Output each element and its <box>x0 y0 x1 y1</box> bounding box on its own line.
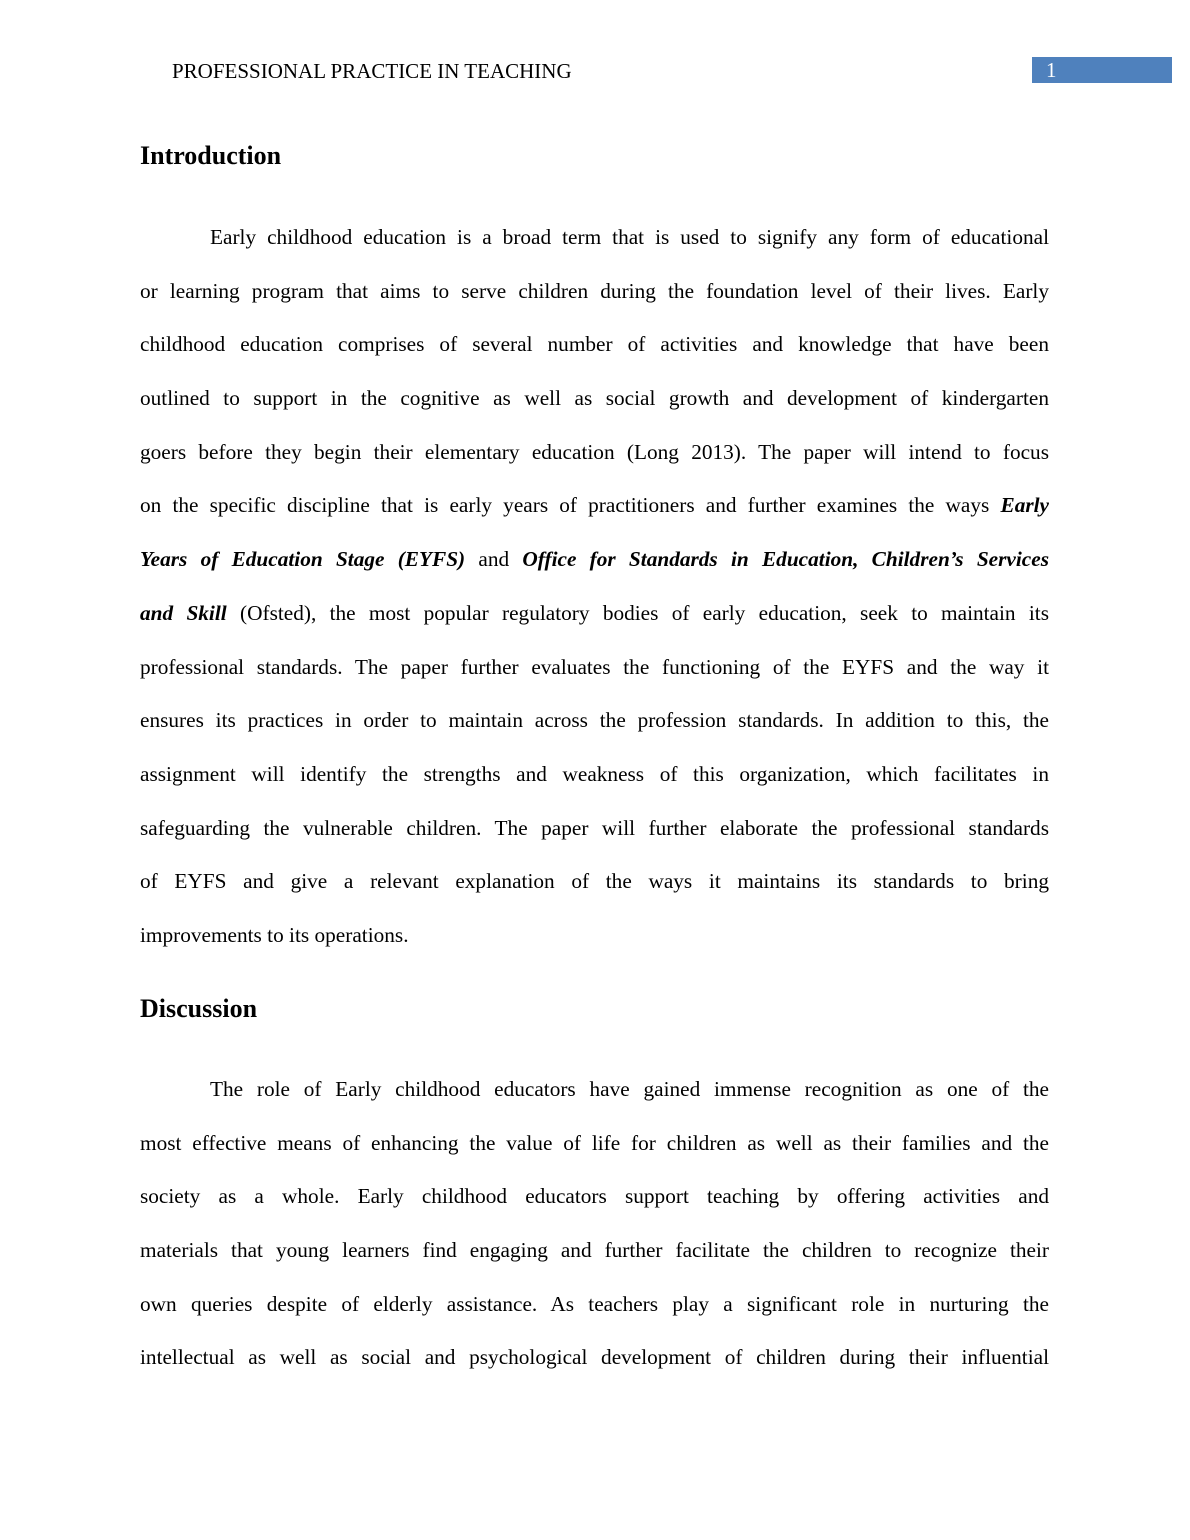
text-run: safeguarding the vulnerable children. The paper will further elaborate the professional standards <box>140 815 1049 840</box>
discussion-paragraph <box>140 1074 1049 1396</box>
text-run: on the specific discipline that is early years of practitioners and further examines the ways <box>140 493 1001 518</box>
text-line <box>140 1289 1049 1343</box>
text-run: most effective means of enhancing the value of life for children as well as their families and the <box>140 1130 1049 1155</box>
emphasized-text: Years of Education Stage (EYFS) <box>140 547 466 572</box>
text-line <box>140 1074 1049 1128</box>
text-line <box>140 329 1049 383</box>
text-run: of EYFS and give a relevant explanation of the ways it maintains its standards to bring <box>140 869 1049 894</box>
text-run: professional standards. The paper further evaluates the functioning of the EYFS and the way it <box>140 654 1049 679</box>
text-run: Early childhood education is a broad term that is used to signify any form of educational <box>210 225 1049 249</box>
running-head: PROFESSIONAL PRACTICE IN TEACHING <box>172 59 572 83</box>
text-run: (Ofsted), the most popular regulatory bodies of early education, seek to maintain its <box>226 600 1049 625</box>
emphasized-text: Office for Standards in Education, Children’s Services <box>522 547 1049 572</box>
text-line <box>140 866 1049 920</box>
text-line <box>140 652 1049 706</box>
emphasized-text: and Skill <box>140 600 227 625</box>
heading-discussion: Discussion <box>140 994 258 1023</box>
text-run: childhood education comprises of several number of activities and knowledge that have been <box>140 332 1049 357</box>
text-line <box>140 705 1049 759</box>
text-run: and <box>465 547 523 572</box>
text-run: outlined to support in the cognitive as well as social growth and development of kindergarten <box>140 386 1049 411</box>
text-run: The role of Early childhood educators have gained immense recognition as one of the <box>210 1077 1049 1101</box>
text-run: own queries despite of elderly assistance. As teachers play a significant role in nurturing the <box>140 1291 1049 1316</box>
text-line <box>140 1181 1049 1235</box>
page-number-badge: 1 <box>1032 57 1172 83</box>
heading-introduction: Introduction <box>140 141 282 170</box>
text-run: materials that young learners find engaging and further facilitate the children to recognize their <box>140 1238 1049 1263</box>
text-line <box>140 276 1049 330</box>
text-line <box>140 490 1049 544</box>
text-run: ensures its practices in order to maintain across the profession standards. In addition to this, the <box>140 708 1049 733</box>
text-line <box>140 1342 1049 1396</box>
emphasized-text: Early <box>1000 493 1049 518</box>
text-line <box>140 1235 1049 1289</box>
text-line <box>140 544 1049 598</box>
text-line <box>140 759 1049 813</box>
text-run: or learning program that aims to serve children during the foundation level of their lives. Early <box>140 278 1049 303</box>
text-line <box>140 222 1049 276</box>
text-line <box>140 383 1049 437</box>
text-run: goers before they begin their elementary education (Long 2013). The paper will intend to focus <box>140 439 1049 464</box>
text-line <box>140 813 1049 867</box>
text-line <box>140 437 1049 491</box>
text-line <box>140 920 1049 974</box>
text-run: improvements to its operations. <box>140 922 409 947</box>
text-line <box>140 1128 1049 1182</box>
text-run: assignment will identify the strengths and weakness of this organization, which facilitates in <box>140 761 1049 786</box>
introduction-paragraph <box>140 222 1049 974</box>
text-run: intellectual as well as social and psychological development of children during their influential <box>140 1345 1049 1370</box>
text-run: society as a whole. Early childhood educators support teaching by offering activities and <box>140 1184 1049 1209</box>
text-line <box>140 598 1049 652</box>
